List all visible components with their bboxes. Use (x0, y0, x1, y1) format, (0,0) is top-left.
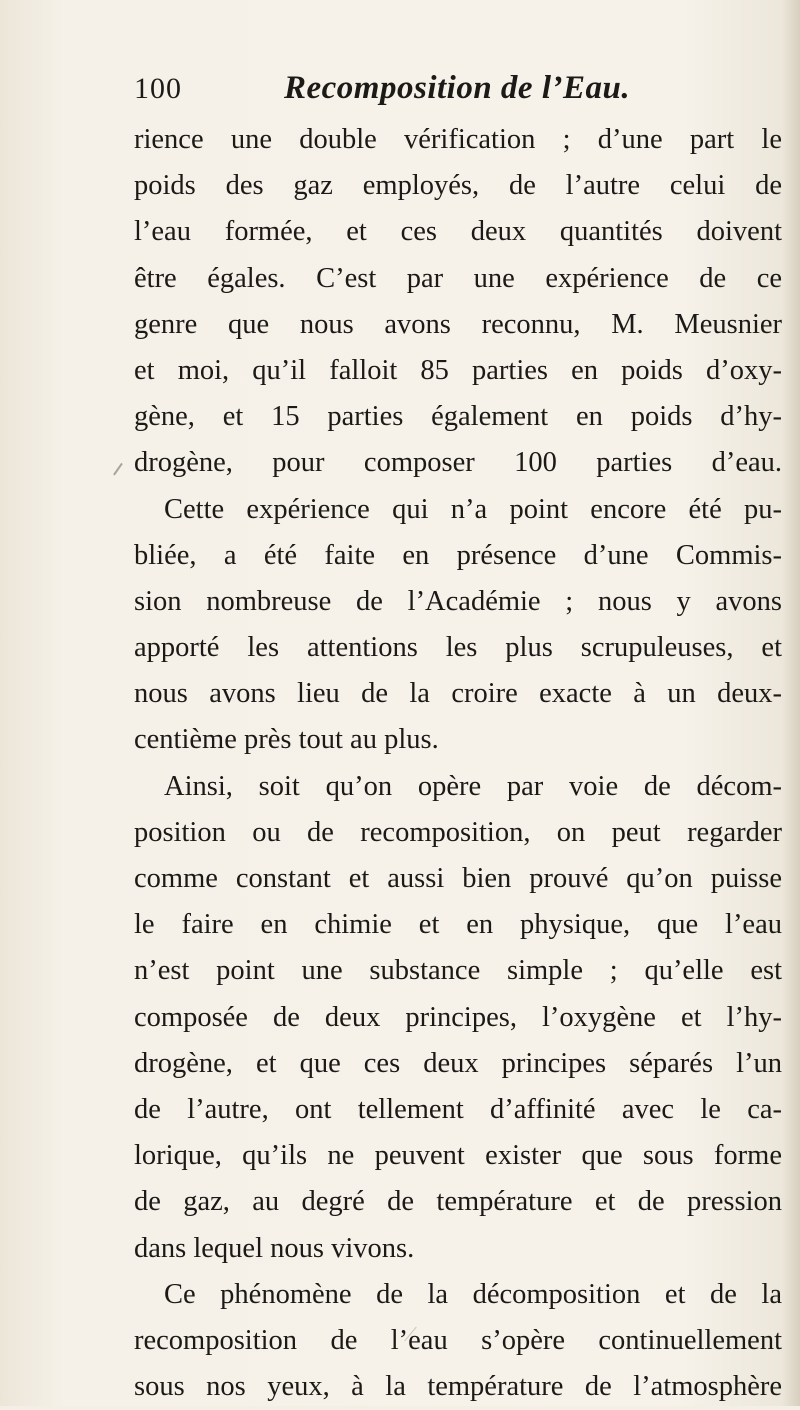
text-line: nous avons lieu de la croire exacte à un deux- (134, 678, 782, 710)
text-line: position ou de recomposition, on peut regarder (134, 816, 782, 848)
text-line: poids des gaz employés, de l’autre celui de (134, 170, 782, 202)
running-title: Recomposition de l’Eau. (284, 70, 631, 106)
text-line: centième près tout au plus. (134, 724, 439, 756)
text-line: gène, et 15 parties également en poids d’hy- (134, 401, 782, 433)
text-line: recomposition de l’eau s’opère continuellement (134, 1324, 782, 1356)
text-line: le faire en chimie et en physique, que l’eau (134, 909, 782, 941)
text-line: de l’autre, ont tellement d’affinité avec le ca- (134, 1093, 782, 1125)
text-line: bliée, a été faite en présence d’une Commis- (134, 539, 782, 571)
body-text (134, 117, 782, 1410)
text-line: n’est point une substance simple ; qu’elle est (134, 955, 782, 987)
text-line: de gaz, au degré de température et de pression (134, 1186, 782, 1218)
running-head (134, 70, 774, 110)
text-line: Ce phénomène de la décomposition et de la (164, 1278, 782, 1310)
text-line: dans lequel nous vivons. (134, 1232, 415, 1264)
text-line: drogène, pour composer 100 parties d’eau. (134, 447, 782, 479)
text-line: lorique, qu’ils ne peuvent exister que sous forme (134, 1140, 782, 1172)
text-line: comme constant et aussi bien prouvé qu’on puisse (134, 863, 782, 894)
text-line: sous nos yeux, à la température de l’atmosphère (134, 1371, 782, 1403)
text-line: être égales. C’est par une expérience de ce (134, 262, 782, 294)
text-line: Ainsi, soit qu’on opère par voie de décom- (164, 770, 782, 802)
text-line: l’eau formée, et ces deux quantités doivent (134, 216, 782, 248)
text-line: rience une double vérification ; d’une part le (134, 124, 782, 155)
text-line: Cette expérience qui n’a point encore été pu- (164, 493, 782, 525)
text-line: drogène, et que ces deux principes séparés l’un (134, 1047, 782, 1079)
page-number: 100 (134, 72, 182, 105)
text-line: genre que nous avons reconnu, M. Meusnier (134, 308, 782, 340)
margin-stray-mark (113, 463, 122, 475)
text-line: sion nombreuse de l’Académie ; nous y avons (134, 585, 782, 617)
text-line: et moi, qu’il falloit 85 parties en poids d’oxy- (134, 354, 782, 386)
text-line: apporté les attentions les plus scrupuleuses, et (134, 632, 782, 664)
page-edge-shadow (782, 0, 800, 1406)
text-line: composée de deux principes, l’oxygène et l’hy- (134, 1001, 782, 1033)
